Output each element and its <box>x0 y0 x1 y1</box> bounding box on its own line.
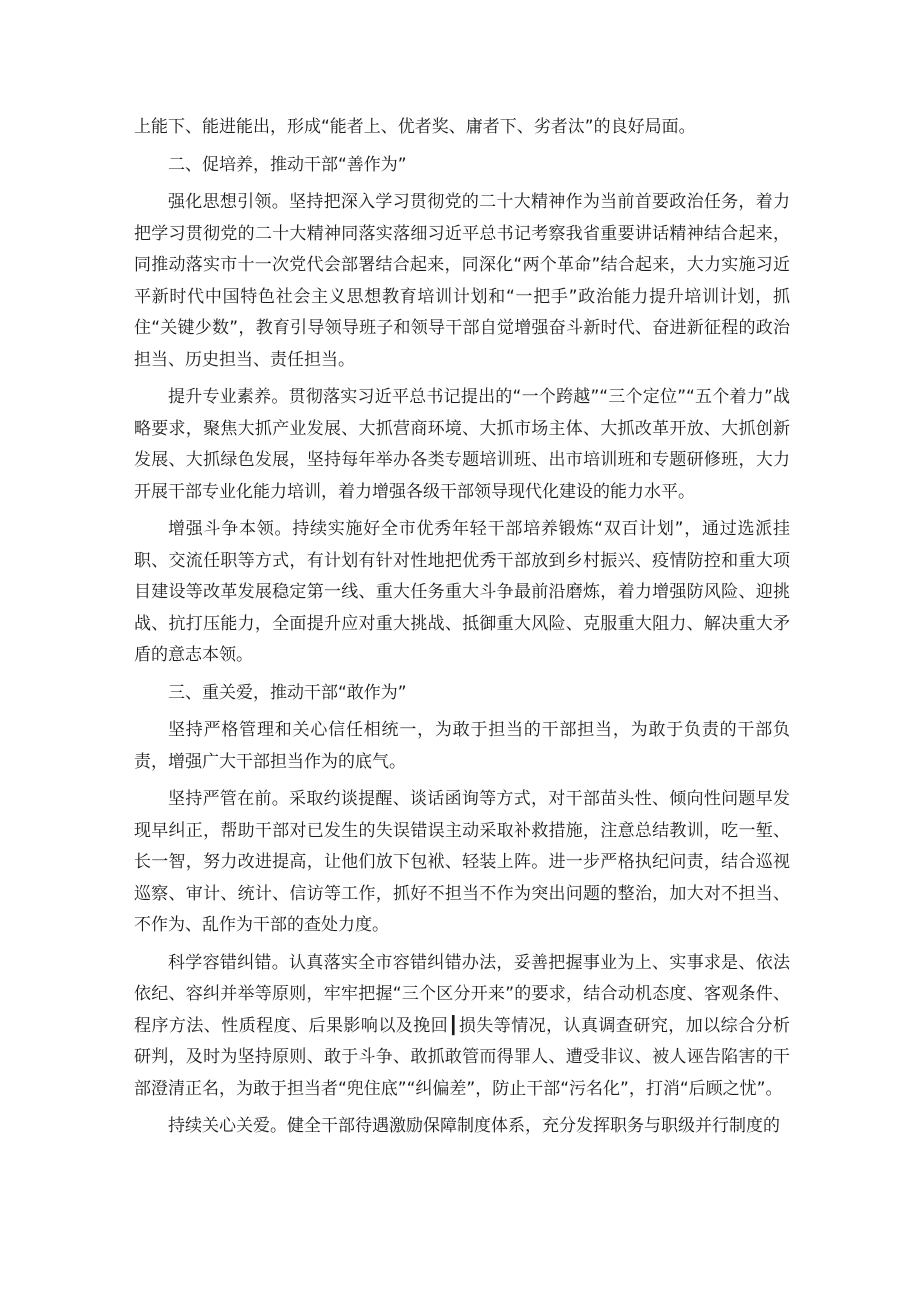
paragraph-continued-care: 持续关心关爱。健全干部待遇激励保障制度体系，充分发挥职务与职级并行制度的 <box>168 1116 780 1136</box>
paragraph-strict-and-caring: 坚持严格管理和关心信任相统一，为敢于担当的干部担当，为敢于负责的干部负责，增强广大干部担当作为的底气。 <box>134 720 790 772</box>
section-heading-3: 三、重关爱，推动干部“敢作为” <box>168 682 407 703</box>
paragraph-ideological-guidance: 强化思想引领。坚持把深入学习贯彻党的二十大精神作为当前首要政治任务，着力把学习贯彻党的二十大精神同落实落细习近平总书记考察我省重要讲话精神结合起来，同推动落实市十一次党代会部署结合起来，同深化“两个革命”结合起来，大力实施习近平新时代中国特色社会主义思想教育培训计划和“一把手”政治能力提升培训计划，抓住“关键少数”，教育引导领导班子和领导干部自觉增强奋斗新时代、奋进新征程的政治担当、历史担当、责任担当。 <box>134 192 790 370</box>
paragraph-continuation: 上能下、能进能出，形成“能者上、优者奖、庸者下、劣者汰”的良好局面。 <box>134 117 696 137</box>
section-heading-2: 二、促培养，推动干部“善作为” <box>168 154 407 175</box>
paragraph-struggle-skills: 增强斗争本领。持续实施好全市优秀年轻干部培养锻炼“双百计划”，通过选派挂职、交流任职等方式，有计划有针对性地把优秀干部放到乡村振兴、疫情防控和重大项目建设等改革发展稳定第一线、重大任务重大斗争最前沿磨炼，着力增强防风险、迎挑战、抗打压能力，全面提升应对重大挑战、抵御重大风险、克服重大阻力、解决重大矛盾的意志本领。 <box>134 519 790 665</box>
paragraph-strict-management: 坚持严管在前。采取约谈提醒、谈话函询等方式，对干部苗头性、倾向性问题早发现早纠正，帮助干部对已发生的失误错误主动采取补救措施，注意总结教训，吃一堑、长一智，努力改进提高，让他们放下包袱、轻装上阵。进一步严格执纪问责，结合巡视巡察、审计、统计、信访等工作，抓好不担当不作为突出问题的整治，加大对不担当、不作为、乱作为干部的查处力度。 <box>134 789 790 935</box>
document-body <box>134 112 790 1149</box>
paragraph-error-tolerance: 科学容错纠错。认真落实全市容错纠错办法，妥善把握事业为上、实事求是、依法依纪、容纠并举等原则，牢牢把握“三个区分开来”的要求，结合动机态度、客观条件、程序方法、性质程度、后果影响以及挽回┃损失等情况，认真调查研究，加以综合分析研判，及时为坚持原则、敢于斗争、敢抓敢管而得罪人、遭受非议、被人诬告陷害的干部澄清正名，为敢于担当者“兜住底”“纠偏差”，防止干部“污名化”，打消“后顾之忧”。 <box>134 952 790 1099</box>
paragraph-professional-quality: 提升专业素养。贯彻落实习近平总书记提出的“一个跨越”“三个定位”“五个着力”战略要求，聚焦大抓产业发展、大抓营商环境、大抓市场主体、大抓改革开放、大抓创新发展、大抓绿色发展，坚持每年举办各类专题培训班、出市培训班和专题研修班，大力开展干部专业化能力培训，着力增强各级干部领导现代化建设的能力水平。 <box>134 387 790 502</box>
